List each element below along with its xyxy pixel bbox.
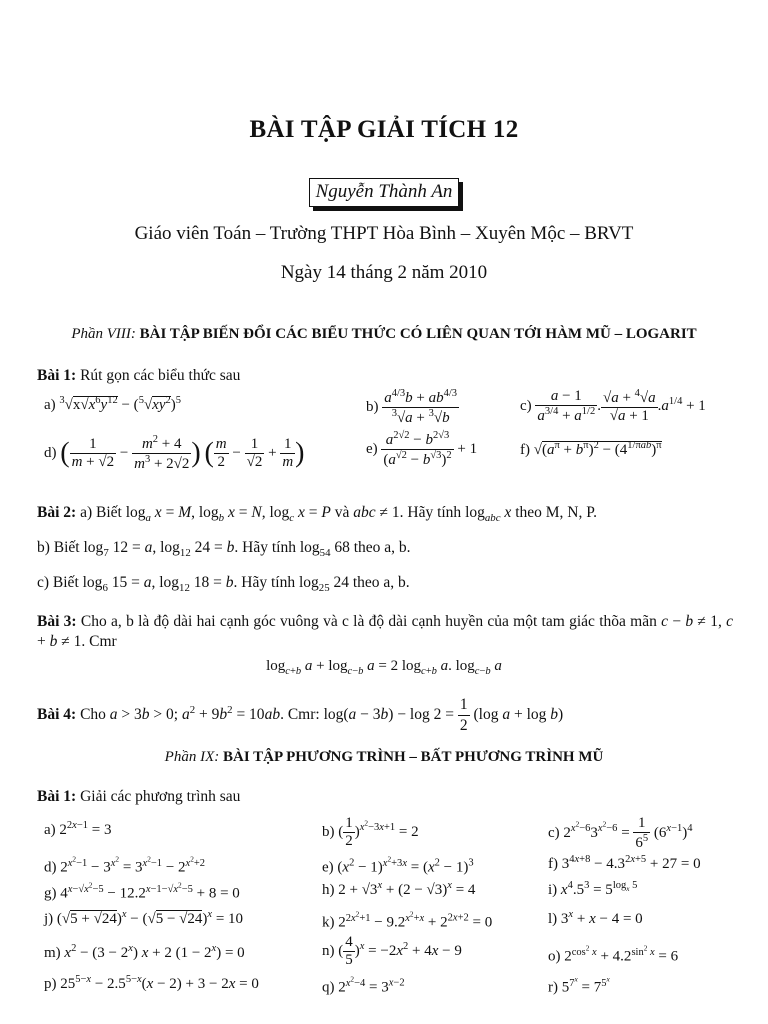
p8-bai1-d: d) ( $\frac{1}{m + √2}$ − $\frac{m^2 + 4}{m^3 + 2√2}$ ) ( $\frac{m}{2}$ − $\frac{1}{√2}$ + $\frac{1}{m}$ )	[44, 434, 305, 472]
date: Ngày 14 tháng 2 năm 2010	[280, 262, 488, 283]
p9-bai1-heading	[37, 787, 240, 807]
p9-eq-m: m) $x^2 - (3 - 2^x) x + 2$ $(1 - 2^x) = 0$	[44, 943, 245, 961]
p8-bai4-text: Cho	[80, 706, 106, 724]
p9-eq-r: r) $5^{7^x} = 7^{5^x}$	[548, 974, 610, 996]
p8-bai2-a-intro: a) Biết	[80, 504, 122, 521]
p9-bai1-text: Giải các phương trình sau	[80, 788, 241, 805]
p8-bai1-b: b) $\frac{a^{4/3}b + ab^{4/3}}{^3√a + ^3√b}$	[366, 388, 458, 426]
p8-bai4-cmr: . Cmr:	[280, 706, 320, 724]
p8-bai2-b-intro: b) Biết	[37, 539, 80, 556]
p9-eq-g: g) $4^{x-√x^2-5} - 12.2^{x-1-√x^2-5} + 8 = 0$	[44, 880, 240, 902]
p8-bai1-c: c) $\frac{a - 1}{a^{3/4} + a^{1/2}}$ . $\frac{√a + ^4√a}{√a + 1}$ $.a^{1/4} + 1$	[520, 388, 706, 424]
p9-eq-e: e) $(x^2 - 1)^{x^2+3x} = (x^2 - 1)^3$	[322, 854, 474, 876]
p8-bai1-text: Rút gọn các biểu thức sau	[80, 367, 241, 384]
p8-bai2-c: c) Biết $\log_6 15 = a$, $\log_{12} 18 = b$. Hãy tính $\log_{25} 24$ theo a, b.	[37, 574, 410, 595]
part-9-label: Phần IX:	[164, 749, 220, 765]
p9-eq-h: h) $2 + √3^x + (2 - √3)^x = 4$	[322, 880, 476, 898]
p8-bai3-label: Bài 3:	[37, 613, 77, 630]
p9-eq-q: q) $2^{x^2-4} = 3^{x-2}$	[322, 974, 405, 996]
part-8-title: BÀI TẬP BIẾN ĐỔI CÁC BIỂU THỨC CÓ LIÊN QUAN TỚI HÀM MŨ – LOGARIT	[139, 326, 697, 342]
p9-eq-o: o) $2^{cos^2 x} + 4.2^{sin^2 x} = 6$	[548, 943, 679, 965]
affiliation: Giáo viên Toán – Trường THPT Hòa Bình – Xuyên Mộc – BRVT	[134, 223, 634, 244]
part-8-heading	[0, 326, 768, 343]
p9-eq-f: f) $3^{4x+8} - 4.3^{2x+5} + 27 = 0$	[548, 854, 701, 872]
p8-bai3-cmr: . Cmr	[81, 633, 117, 651]
p9-eq-k: k) $2^{2x^2+1} - 9.2^{x^2+x} + 2^{2x+2} = 0$	[322, 909, 493, 931]
p8-bai2-b: b) Biết $\log_7 12 = a$, $\log_{12} 24 = b$. Hãy tính $\log_{54} 68$ theo a, b.	[37, 539, 411, 560]
author-box	[0, 178, 768, 207]
p8-bai3: Bài 3: Cho a, b là độ dài hai cạnh góc vuông và c là độ dài cạnh huyền của một tam giác thõa mãn c − b ≠ 1, c + b ≠ 1. Cmr	[37, 613, 734, 651]
p8-bai2-a-tail: theo M, N, P.	[515, 504, 598, 521]
p9-eq-n: n) ( $\frac{4}{5}$ )$^x = -2x^2 + 4x - 9$	[322, 934, 462, 968]
p8-bai2-b-tail: theo a, b.	[353, 539, 411, 556]
p9-eq-p: p) $25^{5-x} - 2.5^{5-x}(x - 2) + 3 - 2x = 0$	[44, 974, 259, 992]
p8-bai1-heading	[37, 366, 240, 386]
p8-bai1-label: Bài 1:	[37, 367, 77, 384]
p8-bai3-formula: $\log_{c+b} a + \log_{c-b} a = 2$ $\log_{c+b} a$. $\log_{c-b} a$	[266, 658, 502, 677]
p9-bai1-label: Bài 1:	[37, 788, 77, 805]
p8-bai2-label: Bài 2:	[37, 504, 77, 521]
p8-bai2-a-mid: và	[334, 504, 350, 521]
part-9-heading	[0, 749, 768, 766]
p9-eq-d: d) $2^{x^2-1} - 3^{x^2} = 3^{x^2-1} - 2^{x^2+2}$	[44, 854, 206, 876]
p8-bai4-label: Bài 4:	[37, 706, 77, 724]
p8-bai1-f: f) $√(a^\pi + b^\pi)^2 - (4^{1/\pi ab})^\pi$	[520, 440, 662, 458]
author-name: Nguyễn Thành An	[309, 178, 460, 207]
p8-bai2-a: Bài 2: a) Biết $\log_a x = M$, $\log_b x = N$, $\log_c x = P$ và abc ≠ 1. Hãy tính $\log_{abc} x$ theo M, N, P.	[37, 504, 598, 525]
p9-eq-a: a) $2^{2x-1} = 3$	[44, 820, 112, 838]
page-title: BÀI TẬP GIẢI TÍCH 12	[249, 116, 519, 143]
p9-eq-j: j) $(√5 + √24)^x - (√5 - √24)^x = 10$	[44, 909, 244, 927]
p9-eq-l: l) $3^x + x - 4 = 0$	[548, 909, 643, 927]
p8-bai1-e: e) $\frac{a^{2√2} - b^{2√3}}{(a^{√2} - b^{√3})^2}$ + 1	[366, 430, 478, 468]
p8-bai1-a: a) $^3√x√x^6y^{12} - (^5√xy^2)^5$	[44, 395, 181, 413]
p9-eq-b: b) ( $\frac{1}{2}$ )$^{x^2-3x+1}$ = 2	[322, 815, 419, 849]
p8-bai2-c-intro: c) Biết	[37, 574, 79, 591]
p9-eq-c: c) $2^{x^2-6}3^{x^2-6}$ = $\frac{1}{6^5}$ $(6^{x-1})^4$	[548, 815, 693, 851]
p8-bai2-b-mid: . Hãy tính	[234, 539, 296, 556]
part-8-label: Phần VIII:	[71, 326, 136, 342]
p8-bai2-c-tail: theo a, b.	[352, 574, 410, 591]
part-9-title: BÀI TẬP PHƯƠNG TRÌNH – BẤT PHƯƠNG TRÌNH MŨ	[223, 749, 604, 765]
p9-eq-i: i) $x^4.5^3 = 5^{log_x 5}$	[548, 880, 638, 898]
p8-bai2-c-mid: . Hãy tính	[233, 574, 296, 591]
p8-bai3-text: Cho a, b là độ dài hai cạnh góc vuông và c là độ dài cạnh huyền của một tam giác thõa mãn	[80, 613, 657, 630]
p8-bai2-a-end: . Hãy tính	[399, 504, 462, 521]
p8-bai4: Bài 4: Cho a > 3b > 0; $a^2 + 9b^2 = 10ab$. Cmr: log(a − 3b) − log 2 = $\frac{1}{2}$ (log a + log b)	[37, 696, 564, 735]
